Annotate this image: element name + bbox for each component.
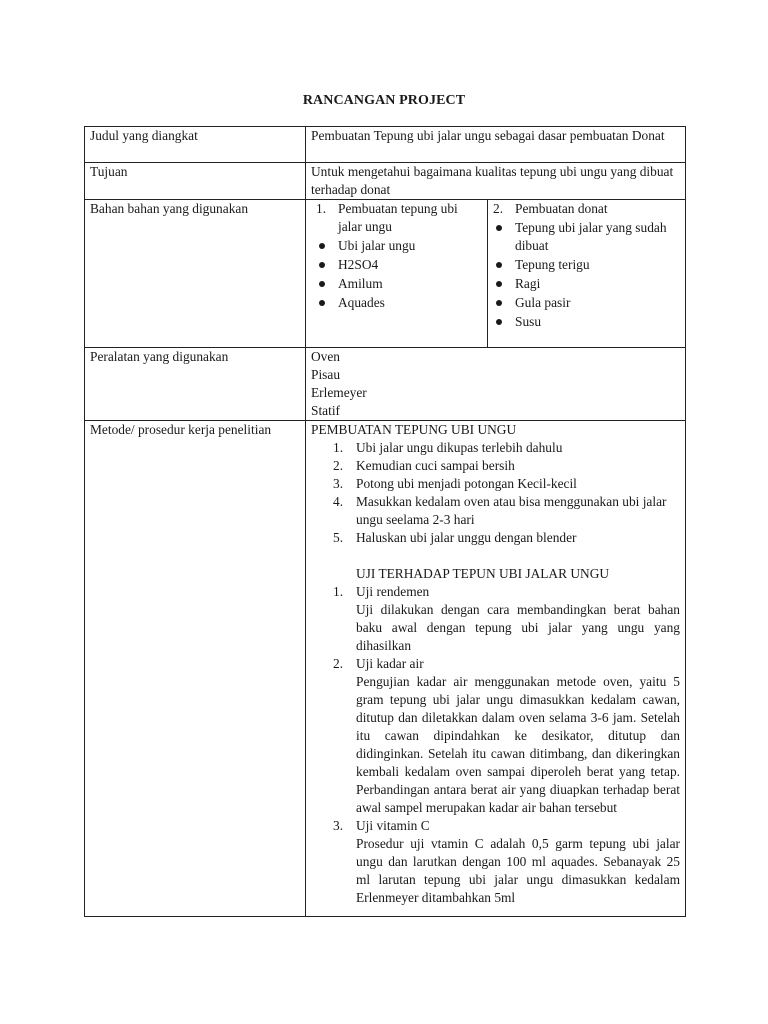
list-item: Erlemeyer <box>311 385 367 400</box>
bahan-col2-heading: 2. Pembuatan donat <box>493 201 608 216</box>
row-bahan <box>85 200 686 348</box>
list-item: Tepung ubi jalar yang sudah dibuat <box>493 219 675 255</box>
test-name: Uji rendemen <box>356 584 430 599</box>
list-item: Statif <box>311 403 341 418</box>
list-item: 2. Uji kadar air Pengujian kadar air menggunakan metode oven, yaitu 5 gram tepung ubi jalar ungu dimasukkan kedalam cawan, ditutup dan diletakkan dalam oven selama 3-6 jam. Setelah itu cawan dipindahkan ke desikator, ditutup dan didinginkan. Setelah itu cawan ditimbang, dan dikeringkan kembali kedalam oven sampai diperoleh berat yang tetap. Perbandingan antara berat air yang diuapkan terhadap berat awal sampel merupakan kadar air bahan tersebut <box>333 656 680 815</box>
value-metode <box>306 421 686 917</box>
list-item: Susu <box>493 313 675 331</box>
value-bahan <box>306 200 686 348</box>
steps-list <box>311 439 680 547</box>
label-judul: Judul yang diangkat <box>85 127 306 163</box>
tests-list <box>311 583 680 907</box>
project-table <box>84 126 686 917</box>
test-name: Uji vitamin C <box>356 818 430 833</box>
list-item: Aquades <box>316 294 482 312</box>
label-tujuan: Tujuan <box>85 163 306 200</box>
label-metode: Metode/ prosedur kerja penelitian <box>85 421 306 917</box>
test-name: Uji kadar air <box>356 656 424 671</box>
bahan-col1-heading: 1. Pembuatan tepung ubi jalar ungu <box>316 201 458 234</box>
value-judul: Pembuatan Tepung ubi jalar ungu sebagai dasar pembuatan Donat <box>306 127 686 163</box>
list-item: H2SO4 <box>316 256 482 274</box>
bahan-col-donat <box>488 200 681 347</box>
list-item: Tepung terigu <box>493 256 675 274</box>
test-description: Uji dilakukan dengan cara membandingkan berat bahan baku awal dengan tepung ubi jalar yang ungu yang dihasilkan <box>356 602 680 653</box>
test-description: Pengujian kadar air menggunakan metode oven, yaitu 5 gram tepung ubi jalar ungu dimasukkan kedalam cawan, ditutup dan diletakkan dalam oven selama 3-6 jam. Setelah itu cawan dipindahkan ke desikator, ditutup dan didinginkan. Setelah itu cawan ditimbang, dan dikeringkan kembali kedalam oven sampai diperoleh berat yang tetap. Perbandingan antara berat air yang diuapkan terhadap berat awal sampel merupakan kadar air bahan tersebut <box>356 674 680 815</box>
row-metode <box>85 421 686 917</box>
list-item: 1. Uji rendemen Uji dilakukan dengan cara membandingkan berat bahan baku awal dengan tepung ubi jalar yang ungu yang dihasilkan <box>333 584 680 653</box>
list-item: 2. Kemudian cuci sampai bersih <box>333 458 515 473</box>
row-tujuan <box>85 163 686 200</box>
bahan-col2-list <box>493 219 675 331</box>
list-item: Pisau <box>311 367 341 382</box>
test-description: Prosedur uji vtamin C adalah 0,5 garm tepung ubi jalar ungu dan larutkan dengan 100 ml aquades. Sebanayak 25 ml larutan tepung ubi jalar ungu dimasukkan kedalam Erlenmeyer ditambahkan 5ml <box>356 836 680 905</box>
list-item: 3. Uji vitamin C Prosedur uji vtamin C adalah 0,5 garm tepung ubi jalar ungu dan larutkan dengan 100 ml aquades. Sebanayak 25 ml larutan tepung ubi jalar ungu dimasukkan kedalam Erlenmeyer ditambahkan 5ml <box>333 818 680 905</box>
bahan-col-tepung <box>311 200 488 347</box>
list-item: Ubi jalar ungu <box>316 237 482 255</box>
value-tujuan: Untuk mengetahui bagaimana kualitas tepung ubi ungu yang dibuat terhadap donat <box>306 163 686 200</box>
row-judul <box>85 127 686 163</box>
label-peralatan: Peralatan yang digunakan <box>85 348 306 421</box>
list-item: Gula pasir <box>493 294 675 312</box>
section-title-uji: UJI TERHADAP TEPUN UBI JALAR UNGU <box>356 566 610 581</box>
list-item: 4. Masukkan kedalam oven atau bisa menggunakan ubi jalar ungu seelama 2-3 hari <box>333 494 667 527</box>
label-bahan: Bahan bahan yang digunakan <box>85 200 306 348</box>
list-item: Amilum <box>316 275 482 293</box>
document-title: RANCANGAN PROJECT <box>302 93 466 108</box>
list-item: 3. Potong ubi menjadi potongan Kecil-kecil <box>333 476 577 491</box>
bahan-col1-list <box>316 237 482 312</box>
list-item: Oven <box>311 349 341 364</box>
list-item: Ragi <box>493 275 675 293</box>
value-peralatan <box>306 348 686 421</box>
bahan-subtable <box>311 200 680 347</box>
list-item: 1. Ubi jalar ungu dikupas terlebih dahulu <box>333 440 563 455</box>
section-title-pembuatan: PEMBUATAN TEPUNG UBI UNGU <box>311 422 517 437</box>
row-peralatan <box>85 348 686 421</box>
list-item: 5. Haluskan ubi jalar unggu dengan blender <box>333 530 577 545</box>
